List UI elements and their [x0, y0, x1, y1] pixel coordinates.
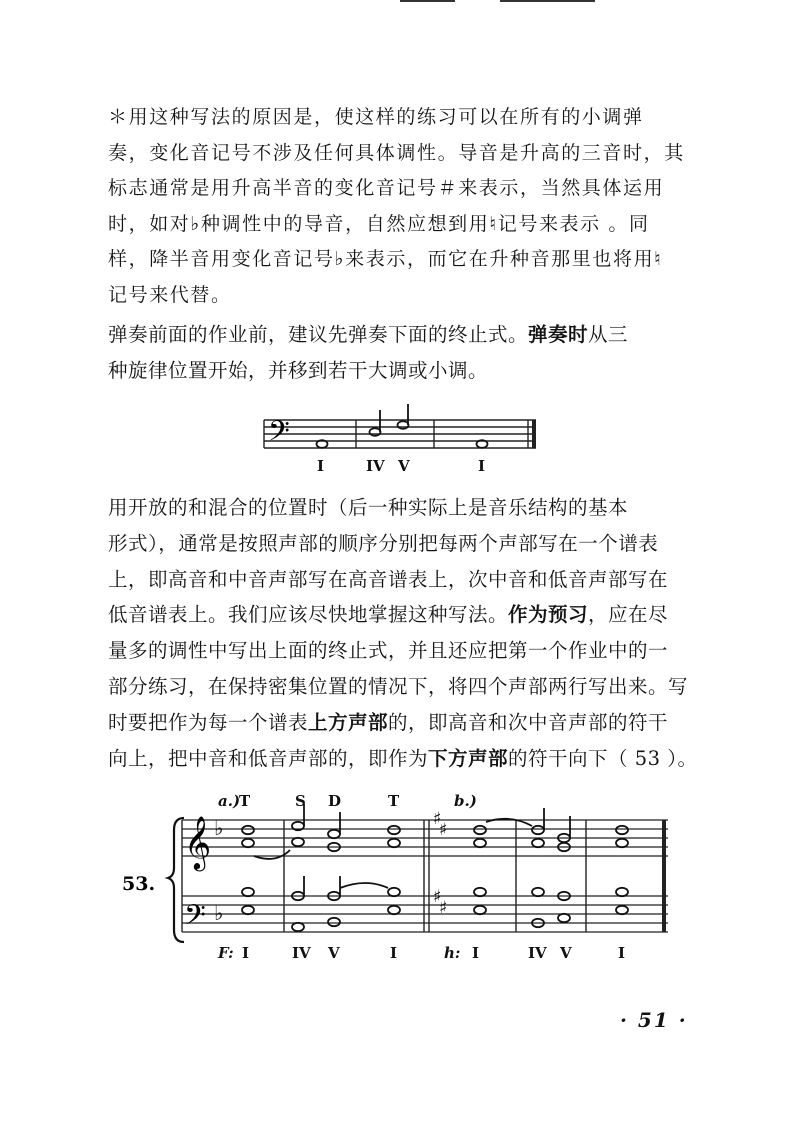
text-run: ，应在尽: [588, 603, 669, 627]
treble-staff-lines: [182, 820, 668, 856]
text-run: 的，即高音和次中音声部的符干: [388, 710, 669, 734]
text-line: [108, 526, 698, 562]
page-number: · 51 ·: [620, 1008, 688, 1032]
footnote-line: ＊用这种写法的原因是，使这样的练习可以在所有的小调弹: [108, 106, 644, 128]
treble-clef-icon: 𝄞: [184, 815, 212, 869]
footnote-line: 样，降半音用变化音记号♭来表示，而它在升种音那里也将用♮: [108, 248, 663, 270]
text-line: [108, 633, 698, 669]
degree-label: IV: [292, 944, 311, 962]
text-run: 时要把作为每一个谱表: [108, 710, 309, 734]
numeral-label: I: [317, 457, 325, 475]
flat-icon: ♭: [214, 901, 224, 925]
bold-phrase: 下方声部: [428, 746, 509, 770]
bass-clef-icon: 𝄢: [268, 415, 290, 455]
example-53: [118, 790, 678, 965]
text-run: 低音谱表上。我们应该尽快地掌握这种写法。: [108, 603, 509, 627]
text-run: 形式），通常是: [108, 531, 239, 555]
bold-phrase: 作为预习: [508, 603, 589, 627]
function-label: T: [388, 792, 400, 810]
degree-label: I: [618, 944, 626, 962]
footnote: [108, 100, 698, 313]
text-line: [108, 741, 698, 777]
text-run: 向上，把中音和低音声部的，即作为: [108, 746, 429, 770]
text-line: [108, 490, 698, 526]
text-run: 从三: [588, 323, 629, 346]
part-b-mark: b.): [454, 792, 477, 810]
flat-icon: ♭: [214, 816, 224, 840]
key-label: h:: [444, 944, 461, 962]
degree-label: I: [390, 944, 398, 962]
footnote-line: 时，如对♭种调性中的导音，自然应想到用♮记号来表示 。同: [108, 212, 650, 235]
scan-mark: [400, 0, 455, 2]
text-run: 按照声部的顺序分别把每两个声部写在一个谱表: [238, 531, 659, 555]
sharp-icon: ♯: [433, 809, 442, 829]
bass-clef-icon: 𝄢: [184, 899, 206, 939]
footnote-line: 标志通常是用升高半音的变化音记号＃来表示，当然具体运用: [108, 177, 665, 199]
numeral-label: IV: [366, 457, 385, 475]
part-marks: [218, 792, 477, 810]
text-line: [108, 597, 698, 633]
text-line: [108, 562, 698, 598]
main-paragraph: [108, 490, 698, 776]
numeral-label: I: [478, 457, 486, 475]
bold-phrase: 上方声部: [308, 710, 389, 734]
text-run: 的符干向下（ 53 ）。: [508, 746, 698, 770]
bass-staff-lines: [182, 896, 668, 932]
barlines: [182, 820, 664, 932]
text-line: [108, 705, 698, 741]
text-line: [108, 317, 698, 353]
roman-numerals: [317, 457, 485, 475]
function-label: S: [295, 792, 306, 810]
staff-lines: [264, 420, 536, 448]
sharp-icon: ♯: [439, 898, 448, 918]
footnote-line: 记号来代替。: [108, 283, 232, 306]
degree-label: IV: [528, 944, 547, 962]
cadence-example: [258, 402, 540, 480]
degree-label: V: [560, 944, 572, 962]
sharp-icon: ♯: [439, 820, 448, 840]
bold-phrase: 弹奏时: [528, 323, 589, 346]
text-run: 种旋律位置开始，并移到若干大调或小调。: [108, 358, 489, 382]
degree-label: I: [242, 944, 250, 962]
text-run: 部分练习，在保持密集位置的情况下，将四个声部两行写出来。写: [108, 674, 689, 698]
text-run: 上，即高音和中音声部写在高音谱表上，次中音和低音声部写在: [108, 567, 669, 591]
numeral-label: V: [398, 457, 410, 475]
function-labels: [239, 792, 400, 810]
function-label: T: [239, 792, 251, 810]
function-label: D: [328, 792, 342, 810]
sharp-icon: ♯: [433, 887, 442, 907]
footnote-line: 奏，变化音记号不涉及任何具体调性。导音是升高的三音时，其: [108, 141, 685, 164]
text-run: 弹奏前面的作业前，建议先弹奏下面的终止式。: [108, 323, 529, 346]
degree-label: I: [472, 944, 480, 962]
key-signature-b: [433, 809, 447, 918]
example-number: 53.: [122, 873, 156, 895]
text-line: [108, 669, 698, 705]
text-run: 用开放的和混合的位置时（后一种实际上是音乐结构的基本: [108, 496, 629, 519]
scan-mark: [500, 0, 595, 2]
text-run: 量多的调性中写出上面的终止式，并且还应把第一个作业中的一: [108, 639, 669, 663]
text-line: [108, 353, 698, 389]
intro-paragraph: [108, 317, 698, 389]
key-label: F:: [218, 944, 234, 962]
key-signature-a: [214, 816, 223, 925]
part-a-mark: a.): [218, 792, 241, 810]
degree-labels: [217, 944, 625, 962]
degree-label: V: [328, 944, 340, 962]
